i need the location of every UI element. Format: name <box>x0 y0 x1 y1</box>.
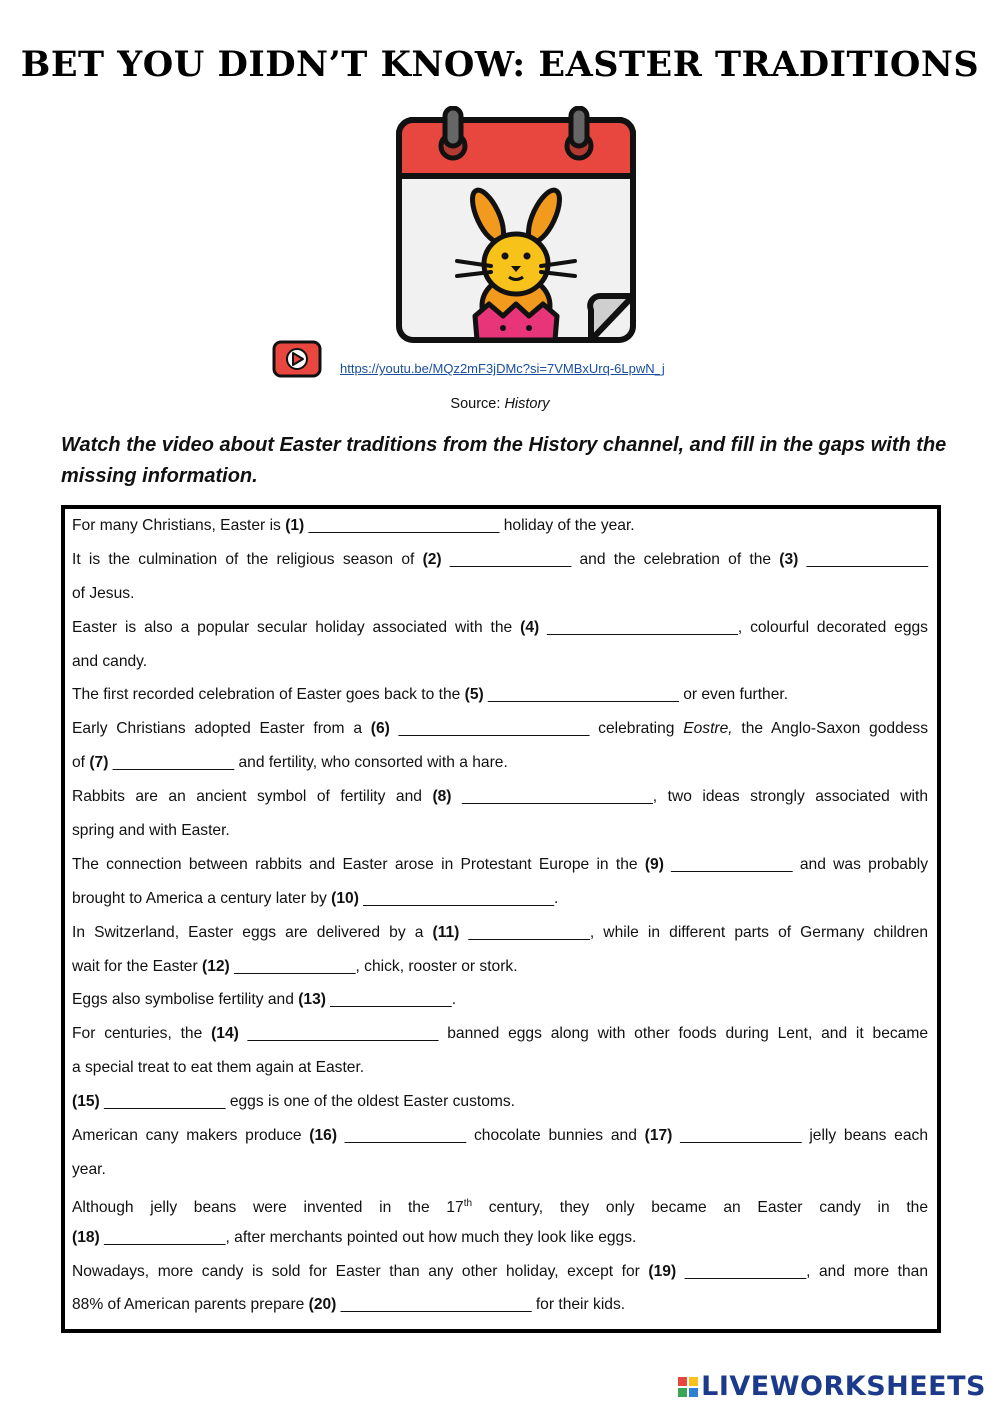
answer-gap[interactable]: ______________ <box>108 754 239 772</box>
youtube-play-icon[interactable] <box>272 340 322 378</box>
line-text: The first recorded celebration of Easter goes back to the <box>72 686 465 704</box>
exercise-line <box>72 543 928 577</box>
gap-number: (18) <box>72 1228 100 1246</box>
exercise-line <box>72 780 928 814</box>
gap-number: (13) <box>298 991 326 1009</box>
line-text: and fertility, who consorted with a hare. <box>238 754 508 772</box>
line-text: brought to America a century later by <box>72 889 332 907</box>
answer-gap[interactable]: ______________ <box>337 1127 474 1145</box>
line-text: Rabbits are an ancient symbol of fertility and <box>72 788 433 806</box>
line-text: , chick, rooster or stork. <box>355 957 518 975</box>
answer-gap[interactable]: ______________________ <box>389 720 599 738</box>
instructions: Watch the video about Easter traditions from the History channel, and fill in the gaps with the missing information. <box>61 434 947 487</box>
exercise-line <box>72 611 928 645</box>
exercise-line <box>72 1085 928 1119</box>
line-text: year. <box>72 1160 106 1178</box>
gap-number: (6) <box>370 720 390 738</box>
answer-gap[interactable]: ______________________ <box>451 788 653 806</box>
line-text: Easter is also a popular secular holiday associated with the <box>72 618 521 636</box>
exercise-line <box>72 1017 928 1051</box>
line-text: Nowadays, more candy is sold for Easter than any other holiday, except for <box>72 1262 649 1280</box>
exercise-line <box>72 645 928 679</box>
answer-gap[interactable]: ______________________ <box>336 1296 536 1314</box>
line-text: eggs is one of the oldest Easter customs. <box>229 1093 516 1111</box>
line-text: for their kids. <box>535 1296 626 1314</box>
italic-text: Eostre, <box>683 720 733 738</box>
gap-number: (7) <box>89 754 109 772</box>
answer-gap[interactable]: ______________________ <box>304 517 504 534</box>
answer-gap[interactable]: ______________________ <box>483 686 684 704</box>
answer-gap[interactable]: ______________ <box>798 550 929 568</box>
line-text: . <box>554 889 559 907</box>
answer-gap[interactable]: ______________________ <box>539 618 738 636</box>
gap-number: (15) <box>72 1093 100 1111</box>
line-text: chocolate bunnies and <box>473 1127 645 1145</box>
line-text: , after merchants pointed out how much they look like eggs. <box>225 1228 637 1246</box>
gap-number: (20) <box>308 1296 337 1314</box>
gap-number: (11) <box>432 923 460 941</box>
exercise-line <box>72 950 928 984</box>
line-text: 88% of American parents prepare <box>72 1296 309 1314</box>
gap-number: (14) <box>211 1025 239 1043</box>
exercise-line <box>72 1255 928 1289</box>
line-text: jelly beans each <box>809 1127 928 1145</box>
line-text: , two ideas strongly associated with <box>652 788 929 806</box>
gap-number: (12) <box>202 957 230 975</box>
answer-gap[interactable]: ______________ <box>672 1127 810 1145</box>
gap-number: (9) <box>644 855 664 873</box>
line-text: , and more than <box>806 1262 929 1280</box>
video-link[interactable]: https://youtu.be/MQz2mF3jDMc?si=7VMBxUrq-6LpwN_j <box>340 361 665 376</box>
line-text: Eggs also symbolise fertility and <box>72 991 299 1009</box>
answer-gap[interactable]: ______________ <box>229 957 356 975</box>
line-text: The connection between rabbits and Easter arose in Protestant Europe in the <box>72 855 645 873</box>
exercise-line <box>72 678 928 712</box>
exercise-line <box>72 1288 928 1322</box>
line-text: wait for the Easter <box>72 957 203 975</box>
line-text: and candy. <box>72 652 148 670</box>
line-text: . <box>451 991 457 1009</box>
source-line <box>0 396 1000 412</box>
source-label: Source: <box>450 396 501 412</box>
gap-number: (5) <box>464 686 484 704</box>
exercise-line <box>72 1119 928 1153</box>
line-text: , while in different parts of Germany children <box>589 923 928 941</box>
line-text: holiday of the year. <box>503 517 635 534</box>
gap-number: (17) <box>644 1127 673 1145</box>
exercise-line <box>72 577 928 611</box>
answer-gap[interactable]: ______________ <box>325 991 452 1009</box>
exercise-line <box>72 1221 928 1255</box>
gap-number: (2) <box>422 550 442 568</box>
exercise-line <box>72 746 928 780</box>
answer-gap[interactable]: ______________ <box>99 1228 226 1246</box>
exercise-line <box>72 916 928 950</box>
answer-gap[interactable]: ______________________ <box>358 889 555 907</box>
answer-gap[interactable]: ______________ <box>676 1262 807 1280</box>
liveworksheets-logo <box>678 1371 986 1402</box>
superscript: th <box>463 1197 473 1209</box>
exercise-line <box>72 1153 928 1187</box>
line-text: the Anglo-Saxon goddess <box>732 720 929 738</box>
gap-number: (10) <box>331 889 359 907</box>
line-text: For many Christians, Easter is <box>72 517 286 534</box>
gap-number: (1) <box>285 517 305 534</box>
line-text: a special treat to eat them again at Easter. <box>72 1059 365 1077</box>
line-text: For centuries, the <box>72 1025 212 1043</box>
line-text: of <box>72 754 90 772</box>
calendar-bunny-icon <box>395 106 637 346</box>
gap-number: (16) <box>309 1127 338 1145</box>
line-text: and the celebration of the <box>579 550 780 568</box>
gap-number: (4) <box>520 618 540 636</box>
line-text: celebrating <box>598 720 684 738</box>
exercise-line <box>72 882 928 916</box>
line-text: In Switzerland, Easter eggs are delivered by a <box>72 923 433 941</box>
exercise-line <box>72 1051 928 1085</box>
exercise-line <box>72 983 928 1017</box>
liveworksheets-blocks-icon <box>678 1377 698 1397</box>
exercise-lines <box>72 509 928 1322</box>
line-text: century, they only became an Easter candy in the <box>472 1199 929 1216</box>
line-text: Early Christians adopted Easter from a <box>72 720 371 738</box>
source-name: History <box>504 396 550 412</box>
page-title: BET YOU DIDN’T KNOW: EASTER TRADITIONS <box>20 44 980 85</box>
exercise-line <box>72 509 928 543</box>
line-text: It is the culmination of the religious season of <box>72 550 423 568</box>
exercise-line <box>72 814 928 848</box>
line-text: of Jesus. <box>72 584 135 602</box>
answer-gap[interactable]: ______________________ <box>238 1025 448 1043</box>
gap-number: (8) <box>432 788 452 806</box>
exercise-line <box>72 848 928 882</box>
liveworksheets-brand: LIVEWORKSHEETS <box>701 1371 986 1402</box>
answer-gap[interactable]: ______________ <box>99 1093 230 1111</box>
answer-gap[interactable]: ______________ <box>441 550 580 568</box>
line-text: Although jelly beans were invented in the 17 <box>72 1199 464 1216</box>
line-text: or even further. <box>683 686 789 704</box>
line-text: American cany makers produce <box>72 1127 310 1145</box>
line-text: and was probably <box>799 855 928 873</box>
line-text: spring and with Easter. <box>72 822 230 840</box>
gap-number: (3) <box>779 550 799 568</box>
exercise-line <box>72 1187 928 1221</box>
line-text: banned eggs along with other foods during Lent, and it became <box>447 1025 929 1043</box>
answer-gap[interactable]: ______________ <box>459 923 590 941</box>
answer-gap[interactable]: ______________ <box>663 855 800 873</box>
line-text: , colourful decorated eggs <box>737 618 928 636</box>
exercise-line <box>72 712 928 746</box>
gap-number: (19) <box>648 1262 677 1280</box>
